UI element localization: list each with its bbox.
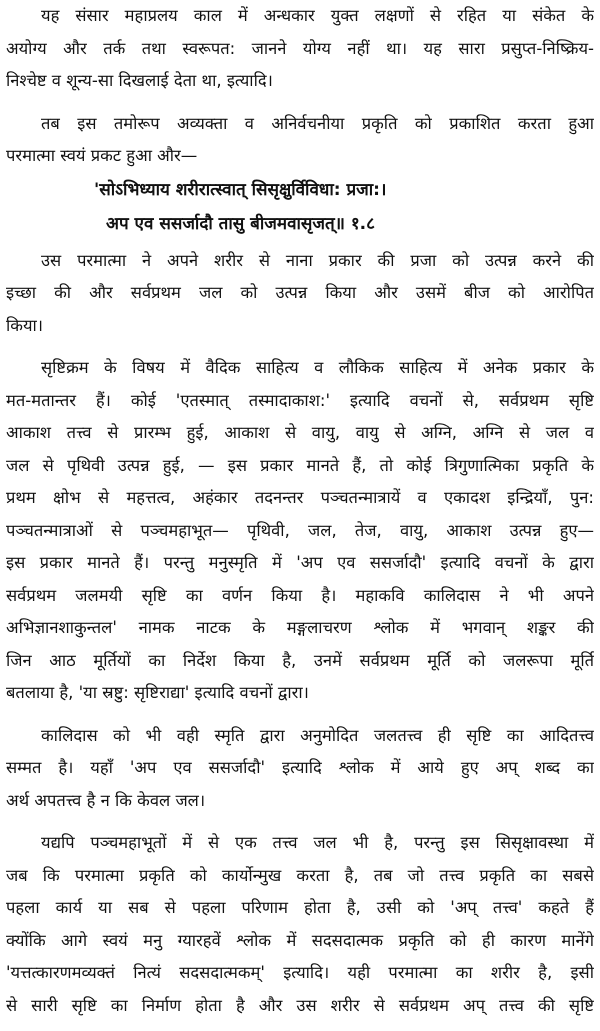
text-line: यह संसार महाप्रलय काल में अन्धकार युक्त लक्षणों से रहित या संकेत के <box>41 6 594 25</box>
text-line: जिन आठ मूर्तियों का निर्देश किया है, उनमें सर्वप्रथम मूर्ति को जलरूपा मूर्ति <box>6 650 594 670</box>
text-line: सृष्टिक्रम के विषय में वैदिक साहित्य व लौकिक साहित्य में अनेक प्रकार के <box>41 358 594 377</box>
text-line: उस परमात्मा ने अपने शरीर से नाना प्रकार की प्रजा को उत्पन्न करने की <box>41 250 594 270</box>
paragraph-4 <box>6 352 594 710</box>
text-line: जल से पृथिवी उत्पन्न हुई, — इस प्रकार मानते हैं, तो कोई त्रिगुणात्मिका प्रकृति के <box>6 455 594 475</box>
text-line: पहला कार्य या सब से पहला परिणाम होता है, उसी को 'अप् तत्त्व' कहते हैं <box>6 898 594 917</box>
text-line: सम्मत है। यहाँ 'अप एव ससर्जादौ' इत्यादि श्लोक में आये हुए अप् शब्द का <box>6 758 594 777</box>
text-line: क्योंकि आगे स्वयं मनु ग्यारहवें श्लोक में सदसदात्मक प्रकृति को ही कारण मानेंगे <box>6 930 594 950</box>
text-line: किया। <box>6 315 44 335</box>
text-line: इस प्रकार मानते हैं। परन्तु मनुस्मृति में 'अप एव ससर्जादौ' इत्यादि वचनों के द्वारा <box>6 553 594 572</box>
paragraph-2 <box>6 108 594 173</box>
text-line: इच्छा की और सर्वप्रथम जल को उत्पन्न किया और उसमें बीज को आरोपित <box>6 283 594 302</box>
text-line: यद्यपि पञ्चमहाभूतों में से एक तत्त्व जल भी है, परन्तु इस सिसृक्षावस्था में <box>41 833 594 852</box>
text-line: प्रथम क्षोभ से महत्तत्व, अहंकार तदनन्तर पञ्चतन्मात्रायें व एकादश इन्द्रियाँ, पुन: <box>6 488 594 507</box>
text-line: आकाश तत्त्व से प्रारम्भ हुई, आकाश से वायु, वायु से अग्नि, अग्नि से जल व <box>6 423 594 442</box>
paragraph-6 <box>6 827 594 1022</box>
text-line: अयोग्य और तर्क तथा स्वरूपत: जानने योग्य नहीं था। यह सारा प्रसुप्त-निष्क्रिय- <box>6 38 594 58</box>
verse-line: अप एव ससर्जादौ तासु बीजमवासृजत्॥ १.८ <box>106 213 375 234</box>
text-line: तब इस तमोरूप अव्यक्ता व अनिर्वचनीया प्रकृति को प्रकाशित करता हुआ <box>41 113 594 133</box>
text-line: बतलाया है, 'या स्रष्टु: सृष्टिराद्या' इत्यादि वचनों द्वारा। <box>6 683 309 702</box>
text-line: परमात्मा स्वयं प्रकट हुआ और— <box>6 146 198 165</box>
verse-quote <box>6 173 594 241</box>
verse-line: 'सोऽभिध्याय शरीरात्स्वात् सिसृक्षुर्विविधा: प्रजा:। <box>94 179 387 200</box>
paragraph-1 <box>6 0 594 98</box>
paragraph-3 <box>6 245 594 343</box>
text-line: कालिदास को भी वही स्मृति द्वारा अनुमोदित जलतत्त्व ही सृष्टि का आदितत्त्व <box>41 725 594 745</box>
text-line: जब कि परमात्मा प्रकृति को कार्योन्मुख करता है, तब जो तत्त्व प्रकृति का सबसे <box>6 865 594 885</box>
text-line: अभिज्ञानशाकुन्तल' नामक नाटक के मङ्गलाचरण श्लोक में भगवान् शङ्कर की <box>6 618 594 637</box>
text-line: मत-मतान्तर हैं। कोई 'एतस्मात् तस्मादाकाश:' इत्यादि वचनों से, सर्वप्रथम सृष्टि <box>6 390 594 410</box>
text-line: पञ्चतन्मात्राओं से पञ्चमहाभूत— पृथिवी, जल, तेज, वायु, आकाश उत्पन्न हुए— <box>6 520 594 540</box>
paragraph-5 <box>6 720 594 818</box>
text-line: सर्वप्रथम जलमयी सृष्टि का वर्णन किया है। महाकवि कालिदास ने भी अपने <box>6 585 594 605</box>
text-line: अर्थ अपतत्त्व है न कि केवल जल। <box>6 790 206 810</box>
text-line: 'यत्तत्कारणमव्यक्तं नित्यं सदसदात्मकम्' इत्यादि। यही परमात्मा का शरीर है, इसी <box>6 963 594 982</box>
text-line: से सारी सृष्टि का निर्माण होता है और उस शरीर से सर्वप्रथम अप् तत्त्व की सृष्टि <box>6 995 594 1015</box>
text-line: निश्चेष्ट व शून्य-सा दिखलाई देता था, इत्यादि। <box>6 71 273 90</box>
